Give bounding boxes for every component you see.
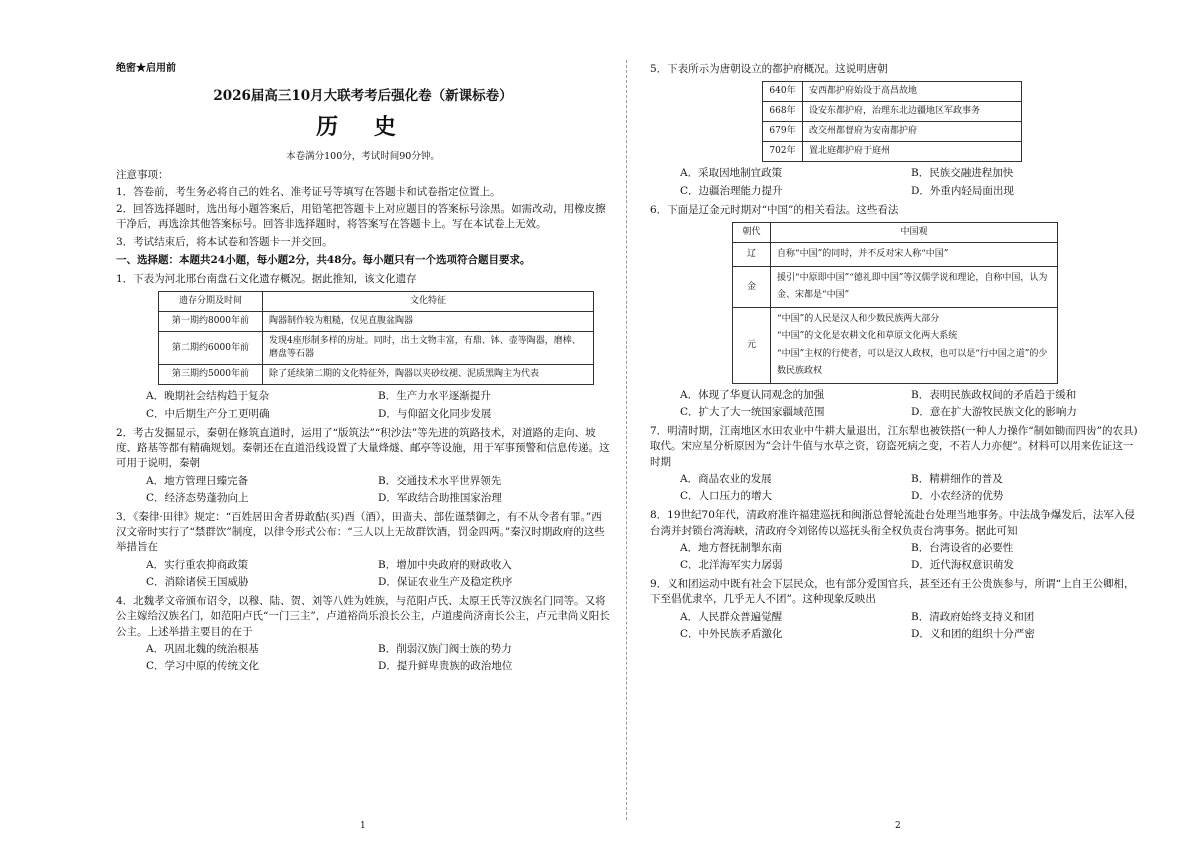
option-d: D．保证农业生产及稳定秩序	[378, 575, 513, 588]
options	[116, 389, 610, 421]
option-c: C．中外民族矛盾激化	[680, 627, 783, 640]
option-b: B．清政府始终支持义和团	[911, 610, 1035, 623]
section-heading: 一、选择题：本题共24小题，每小题2分，共48分。每小题只有一个选项符合题目要求。	[116, 253, 531, 266]
options	[650, 166, 1142, 198]
exam-meta: 本卷满分100分，考试时间90分钟。	[286, 150, 440, 162]
options	[650, 472, 1142, 504]
table-cell: 除了延续第二期的文化特征外，陶器以夹砂纹褪、泥质黑陶主为代表	[263, 365, 594, 385]
table-cell: 元	[733, 308, 771, 383]
option-a: A．人民群众普遍觉醒	[680, 610, 783, 623]
table-header: 遗存分期及时间	[159, 292, 263, 312]
subject-title: 历 史	[316, 114, 410, 141]
table-cell: 辽	[733, 243, 771, 267]
question-stem: 4．北魏孝文帝颁布诏令，以穆、陆、贺、刘等八姓为姓族，与范阳卢氏、太原王氏等汉族名门同等。又将公主嫁给汉族名门，如范阳卢氏“一门三主”，卢道裕尚乐浪长公主，卢道虔尚济南长公主，卢元聿尚义阳长公主。上述举措主要目的在于	[116, 595, 610, 638]
table-cell: 第一期约8000年前	[159, 312, 263, 332]
table-cell: 安西都护府始设于高昌故地	[803, 82, 1022, 102]
table-row	[733, 243, 1058, 267]
table-header-row	[733, 223, 1058, 243]
options	[650, 541, 1142, 573]
secret-label: 绝密★启用前	[116, 63, 176, 74]
option-c: C．扩大了大一统国家疆域范围	[680, 405, 825, 418]
table-row	[159, 332, 594, 365]
table-header-row	[159, 292, 594, 312]
option-c: C．中后期生产分工更明确	[146, 407, 270, 420]
cell-line: 自称“中国”的同时，并不反对宋人称“中国”	[777, 249, 949, 260]
option-c: C．北洋海军实力孱弱	[680, 558, 783, 571]
cell-line: “中国”主权的行使者，可以是汉人政权，也可以是“行中国之道”的少数民族政权	[777, 348, 1048, 376]
option-d: D．义和团的组织十分严密	[911, 627, 1035, 640]
option-c: C．消除诸侯王国威胁	[146, 575, 249, 588]
question-stem: 5．下表所示为唐朝设立的都护府概况。这说明唐朝	[650, 63, 888, 75]
option-b: B．台湾设省的必要性	[911, 541, 1014, 554]
table-row	[763, 142, 1022, 162]
exam-title: 2026届高三10月大联考考后强化卷（新课标卷）	[213, 87, 513, 104]
option-d: D．近代海权意识萌发	[911, 558, 1014, 571]
question-3	[116, 510, 610, 590]
right-column	[650, 58, 1142, 642]
options	[650, 610, 1142, 642]
question-stem: 6．下面是辽金元时期对“中国”的相关看法。这些看法	[650, 203, 899, 216]
table-row	[733, 267, 1058, 308]
table-header: 中国观	[771, 223, 1058, 243]
table-header: 朝代	[733, 223, 771, 243]
notice-item: 1．答卷前，考生务必将自己的姓名、准考证号等填写在答题卡和试卷指定位置上。	[116, 185, 501, 198]
options	[116, 642, 610, 674]
table-cell: 640年	[763, 82, 803, 102]
option-a: A．晚期社会结构趋于复杂	[146, 390, 270, 403]
left-column	[116, 58, 610, 674]
option-d: D．意在扩大游牧民族文化的影响力	[911, 405, 1077, 418]
cell-line: 援引“中原即中国”“德礼即中国”等汉儒学说和理论，自称中国，认为金、宋都是“中国”	[777, 273, 1048, 301]
column-divider	[626, 60, 627, 820]
question-6	[650, 203, 1142, 420]
option-c: C．学习中原的传统文化	[146, 659, 260, 672]
option-b: B．增加中央政府的财政收入	[378, 558, 512, 571]
table-cell: 第三期约5000年前	[159, 365, 263, 385]
option-b: B．民族交融进程加快	[911, 167, 1014, 180]
option-b: B．表明民族政权间的矛盾趋于缓和	[911, 388, 1077, 401]
question-stem: 8．19世纪70年代，清政府准许福建巡抚和闽浙总督轮流赴台处理当地事务。中法战争爆发后，法军入侵台湾并封锁台湾海峡，清政府令刘铭传以巡抚头衔全权负责台湾事务。据此可知	[650, 509, 1135, 537]
table-cell: 置北庭都护府于庭州	[803, 142, 1022, 162]
option-a: A．巩固北魏的统治根基	[146, 642, 259, 655]
option-a: A．地方督抚制掣东南	[680, 541, 783, 554]
option-b: B．削弱汉族门阀士族的势力	[378, 642, 512, 655]
option-b: B．交通技术水平世界领先	[378, 474, 502, 487]
option-a: A．采取因地制宜政策	[680, 167, 783, 180]
option-a: A．实行重农抑商政策	[146, 558, 249, 571]
question-stem: 1．下表为河北邢台南盘石文化遗存概况。据此推知，该文化遗存	[116, 273, 417, 286]
options	[116, 474, 610, 506]
table-cell: 金	[733, 267, 771, 308]
cell-line: “中国”的文化是农耕文化和草原文化两大系统	[777, 331, 958, 342]
q5-table	[762, 81, 1022, 162]
table-row	[763, 122, 1022, 142]
q1-table	[158, 291, 594, 385]
question-5	[650, 62, 1142, 199]
table-row	[159, 312, 594, 332]
question-1	[116, 272, 610, 422]
page-number-right: 2	[895, 821, 901, 831]
question-2	[116, 426, 610, 506]
table-cell: 702年	[763, 142, 803, 162]
table-cell: 设安东都护府，治理东北边疆地区军政事务	[803, 102, 1022, 122]
page-number-left: 1	[360, 821, 366, 831]
option-d: D．与仰韶文化同步发展	[378, 407, 492, 420]
question-8	[650, 508, 1142, 573]
table-cell	[771, 308, 1058, 383]
cell-line: “中国”的人民是汉人和少数民族两大部分	[777, 314, 940, 325]
question-stem: 9．义和团运动中既有社会下层民众，也有部分爱国官兵，甚至还有王公贵族参与，所谓“上自王公卿相，下至倡优隶卒，几乎无人不团”。这种现象反映出	[650, 578, 1135, 606]
notice-title: 注意事项：	[116, 168, 169, 181]
table-row	[763, 82, 1022, 102]
option-a: A．商品农业的发展	[680, 472, 772, 485]
option-c: C．经济态势蓬勃向上	[146, 491, 249, 504]
question-stem: 2．考古发掘显示，秦朝在修筑直道时，运用了“版筑法”“积沙法”等先进的筑路技术，对道路的走向、坡度、路基等都有精确规划。秦朝还在直道沿线设置了大量烽燧、邮亭等设施，用于军事预警和信息传递。这可用于说明，秦朝	[116, 426, 610, 470]
option-c: C．边疆治理能力提升	[680, 184, 783, 197]
notice-item: 2．回答选择题时，选出每小题答案后，用铅笔把答题卡上对应题目的答案标号涂黑。如需改动，用橡皮擦干净后，再选涂其他答案标号。回答非选择题时，将答案写在答题卡上。写在本试卷上无效。	[116, 203, 606, 231]
table-cell	[771, 243, 1058, 267]
option-a: A．地方管理日臻完备	[146, 474, 249, 487]
table-cell: 陶器制作较为粗糙，仅见直腹盆陶器	[263, 312, 594, 332]
question-stem: 7．明清时期，江南地区水田农业中牛耕大量退出，江东犁也被铁搭(一种人力操作“制如锄而四齿”的农具)取代。宋应星分析原因为“会计牛值与水草之资，窃盗死病之变，不若人力亦便”。材料可以用来佐证这一时期	[650, 425, 1138, 468]
option-a: A．体现了华夏认同观念的加强	[680, 388, 825, 401]
table-cell: 668年	[763, 102, 803, 122]
options	[116, 558, 610, 590]
question-4	[116, 594, 610, 674]
table-cell: 改交州都督府为安南都护府	[803, 122, 1022, 142]
options	[650, 388, 1142, 420]
option-b: B．生产力水平逐渐提升	[378, 390, 491, 403]
table-header: 文化特征	[263, 292, 594, 312]
table-cell	[771, 267, 1058, 308]
q6-table	[732, 222, 1058, 384]
table-cell: 679年	[763, 122, 803, 142]
option-d: D．小农经济的优势	[911, 490, 1004, 503]
table-row	[763, 102, 1022, 122]
question-stem: 3．《秦律·田律》规定：“百姓居田舍者毋敢酤(买)酉（酒），田啬夫、部佐谨禁御之，有不从令者有罪。”西汉文帝时实行了“禁群饮”制度，以律令形式公布：“三人以上无故群饮酒，罚金四两。”秦汉时期政府的这些举措旨在	[116, 511, 605, 554]
option-d: D．军政结合助推国家治理	[378, 491, 502, 504]
option-d: D．外重内轻局面出现	[911, 184, 1014, 197]
table-cell: 第二期约6000年前	[159, 332, 263, 365]
option-b: B．精耕细作的普及	[911, 472, 1003, 485]
option-c: C．人口压力的增大	[680, 490, 773, 503]
table-row	[733, 308, 1058, 383]
question-9	[650, 577, 1142, 642]
table-row	[159, 365, 594, 385]
notice-item: 3．考试结束后，将本试卷和答题卡一并交回。	[116, 235, 333, 248]
option-d: D．提升鲜卑贵族的政治地位	[378, 659, 513, 672]
table-cell: 发现4座形制多样的房址。同时，出土文物丰富，有鼎、钵、壶等陶器，磨棒、磨盘等石器	[263, 332, 594, 365]
question-7	[650, 424, 1142, 504]
